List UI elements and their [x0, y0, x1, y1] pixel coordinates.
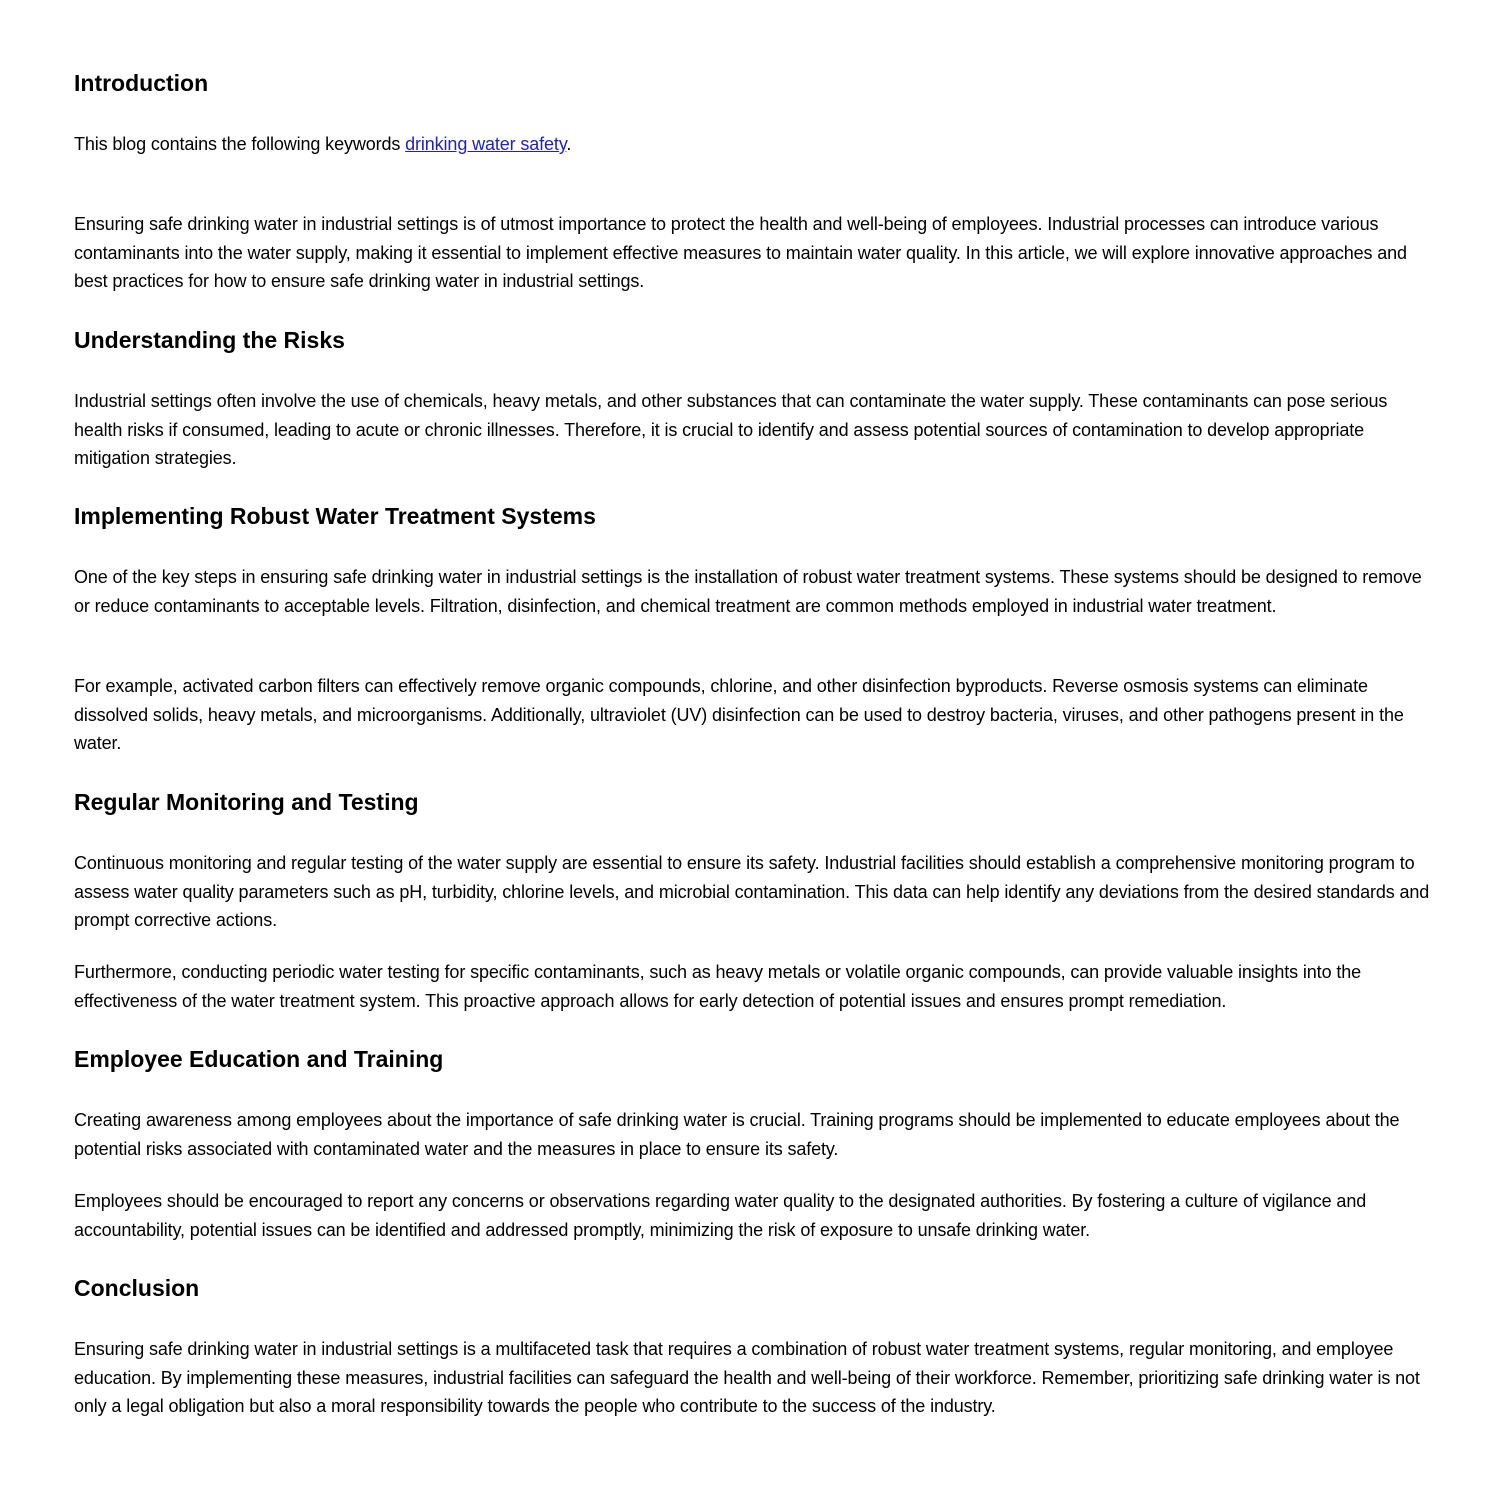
keywords-line — [74, 130, 1434, 159]
monitoring-paragraph-1: Continuous monitoring and regular testing of the water supply are essential to ensure its safety. Industrial facilities should establish a comprehensive monitoring program to assess water quality parameters such as pH, turbidity, chlorine levels, and microbial contamination. This data can help identify any deviations from the desired standards and prompt corrective actions. — [74, 853, 1430, 930]
keywords-suffix: . — [566, 134, 572, 154]
heading-understanding-the-risks: Understanding the Risks — [74, 327, 345, 353]
keywords-prefix: This blog contains the following keywords — [74, 134, 406, 154]
heading-employee-education: Employee Education and Training — [74, 1046, 444, 1072]
education-paragraph-1: Creating awareness among employees about the importance of safe drinking water is crucial. Training programs should be implemented to educate employees about the potential risks associated with contaminated water and the measures in place to ensure its safety. — [74, 1110, 1400, 1159]
heading-monitoring-and-testing: Regular Monitoring and Testing — [74, 789, 419, 815]
risks-paragraph: Industrial settings often involve the use of chemicals, heavy metals, and other substances that can contaminate the water supply. These contaminants can pose serious health risks if consumed, leading to acute or chronic illnesses. Therefore, it is crucial to identify and assess potential sources of contamination to develop appropriate mitigation strategies. — [74, 391, 1388, 468]
heading-conclusion: Conclusion — [74, 1275, 200, 1301]
heading-introduction: Introduction — [74, 70, 209, 96]
intro-paragraph: Ensuring safe drinking water in industrial settings is of utmost importance to protect the health and well-being of employees. Industrial processes can introduce various contaminants into the water supply, making it essential to implement effective measures to maintain water quality. In this article, we will explore innovative approaches and best practices for how to ensure safe drinking water in industrial settings. — [74, 214, 1407, 291]
monitoring-paragraph-2: Furthermore, conducting periodic water testing for specific contaminants, such as heavy metals or volatile organic compounds, can provide valuable insights into the effectiveness of the water treatment system. This proactive approach allows for early detection of potential issues and ensures prompt remediation. — [74, 962, 1361, 1011]
keyword-link-drinking-water-safety[interactable]: drinking water safety — [405, 134, 567, 154]
treatment-paragraph-2: For example, activated carbon filters can effectively remove organic compounds, chlorine, and other disinfection byproducts. Reverse osmosis systems can eliminate dissolved solids, heavy metals, and microorganisms. Additionally, ultraviolet (UV) disinfection can be used to destroy bacteria, viruses, and other pathogens present in the water. — [74, 676, 1404, 753]
conclusion-paragraph: Ensuring safe drinking water in industrial settings is a multifaceted task that requires a combination of robust water treatment systems, regular monitoring, and employee education. By implementing these measures, industrial facilities can safeguard the health and well-being of their workforce. Remember, prioritizing safe drinking water is not only a legal obligation but also a moral responsibility towards the people who contribute to the success of the industry. — [74, 1339, 1420, 1416]
treatment-paragraph-1: One of the key steps in ensuring safe drinking water in industrial settings is the installation of robust water treatment systems. These systems should be designed to remove or reduce contaminants to acceptable levels. Filtration, disinfection, and chemical treatment are common methods employed in industrial water treatment. — [74, 567, 1422, 616]
education-paragraph-2: Employees should be encouraged to report any concerns or observations regarding water quality to the designated authorities. By fostering a culture of vigilance and accountability, potential issues can be identified and addressed promptly, minimizing the risk of exposure to unsafe drinking water. — [74, 1191, 1367, 1240]
heading-water-treatment-systems: Implementing Robust Water Treatment Systems — [74, 503, 596, 529]
